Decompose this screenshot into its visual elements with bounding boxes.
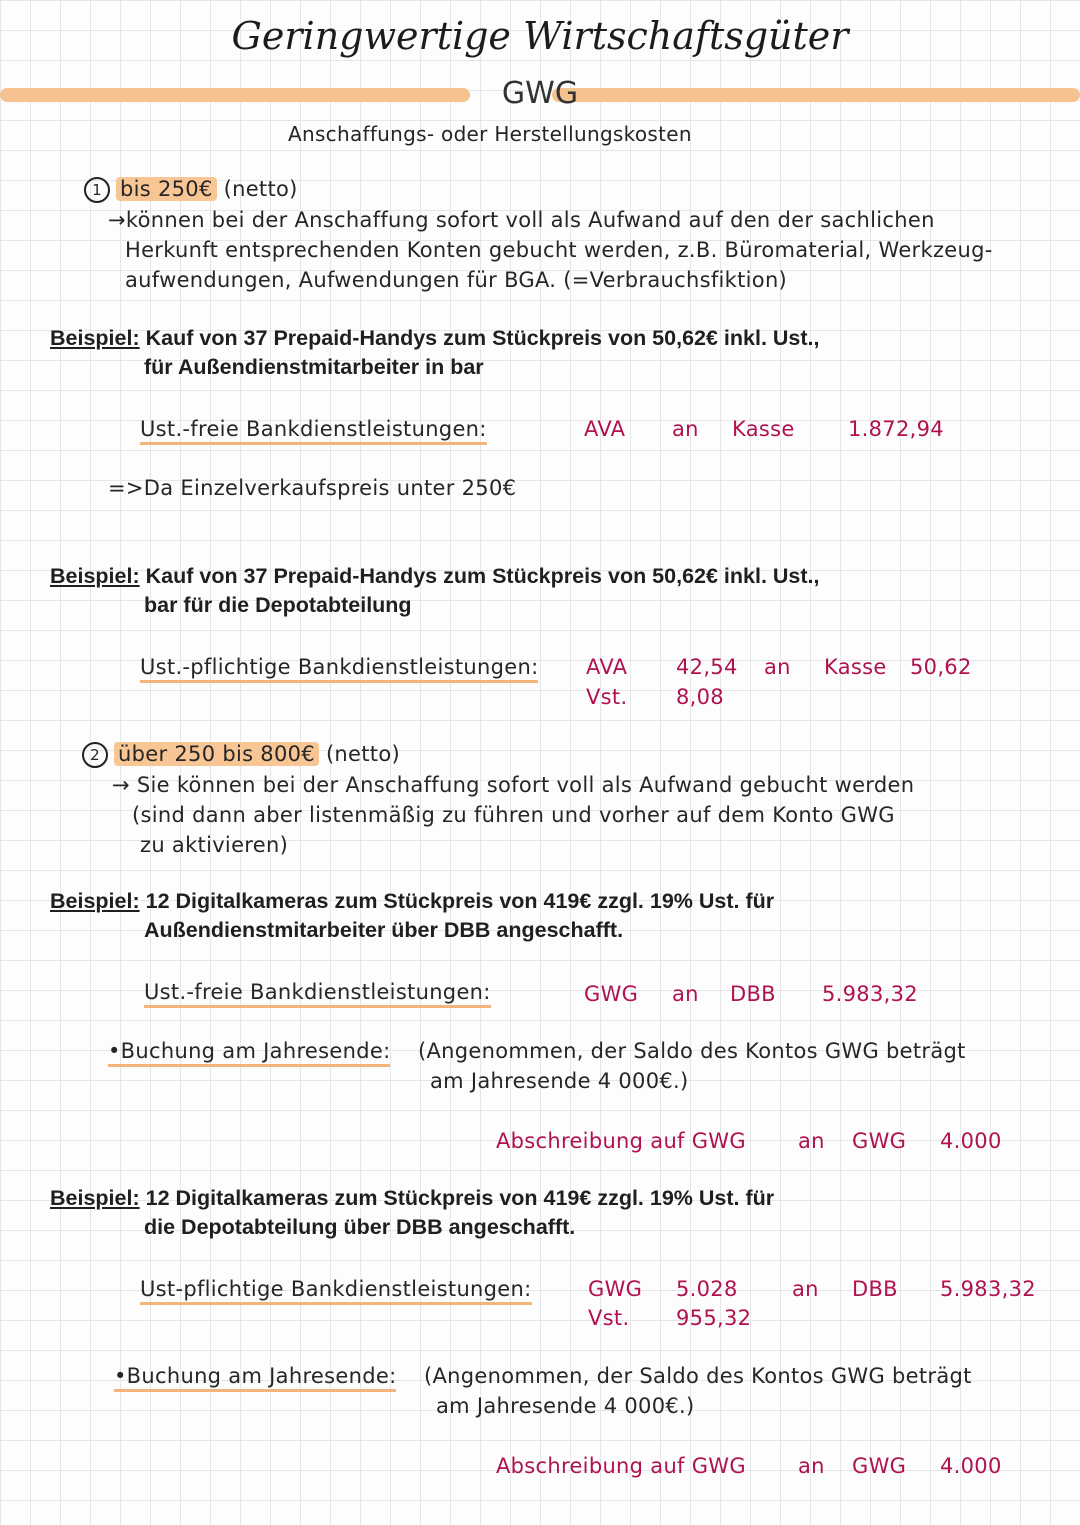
caption: Anschaffungs- oder Herstellungskosten (288, 122, 692, 146)
section2-text-line: (sind dann aber listenmäßig zu führen und vorher auf dem Konto GWG (132, 803, 895, 827)
example3-booking-label: Ust.-freie Bankdienstleistungen: (144, 980, 491, 1004)
example3-debit: GWG (584, 982, 639, 1006)
section1-heading: bis 250€ (116, 177, 217, 201)
example4-year-end-text: am Jahresende 4 000€.) (436, 1394, 695, 1418)
example1-amount: 1.872,94 (848, 417, 944, 441)
example4-year-end-text: (Angenommen, der Saldo des Kontos GWG beträgt (424, 1364, 972, 1388)
example2-credit: Kasse (824, 655, 887, 679)
example4-line2: die Depotabteilung über DBB angeschafft. (144, 1215, 576, 1239)
example1-an: an (672, 417, 699, 441)
example2-debit1-amount: 42,54 (676, 655, 738, 679)
example1-line2: für Außendienstmitarbeiter in bar (144, 355, 484, 379)
example4-line1: Beispiel: 12 Digitalkameras zum Stückpreis von 419€ zzgl. 19% Ust. für (50, 1186, 775, 1210)
example2-debit2: Vst. (586, 685, 628, 709)
example2-an: an (764, 655, 791, 679)
example4-booking-label: Ust-pflichtige Bankdienstleistungen: (140, 1277, 532, 1301)
section1-heading-row (84, 177, 298, 203)
example2-line1: Beispiel: Kauf von 37 Prepaid-Handys zum Stückpreis von 50,62€ inkl. Ust., (50, 564, 820, 588)
example-label: Beispiel: (50, 1186, 140, 1210)
example1-credit: Kasse (732, 417, 795, 441)
example4-debit1-amount: 5.028 (676, 1277, 738, 1301)
example1-line1: Beispiel: Kauf von 37 Prepaid-Handys zum Stückpreis von 50,62€ inkl. Ust., (50, 326, 820, 350)
page-title: Geringwertige Wirtschaftsgüter (231, 14, 849, 58)
example3-line2: Außendienstmitarbeiter über DBB angeschafft. (144, 918, 624, 942)
example3-line1: Beispiel: 12 Digitalkameras zum Stückpreis von 419€ zzgl. 19% Ust. für (50, 889, 775, 913)
example3-ye-amount: 4.000 (940, 1129, 1002, 1153)
example4-ye-an: an (798, 1454, 825, 1478)
section2-text-line: zu aktivieren) (140, 833, 289, 857)
example2-debit2-amount: 8,08 (676, 685, 724, 709)
example3-an: an (672, 982, 699, 1006)
example1-debit: AVA (584, 417, 626, 441)
section2-text-line: → Sie können bei der Anschaffung sofort voll als Aufwand gebucht werden (112, 773, 915, 797)
section1-heading-note: (netto) (223, 177, 298, 201)
example4-ye-amount: 4.000 (940, 1454, 1002, 1478)
example4-credit: DBB (852, 1277, 898, 1301)
example-label: Beispiel: (50, 326, 140, 350)
example3-amount: 5.983,32 (822, 982, 918, 1006)
example2-credit-amount: 50,62 (910, 655, 972, 679)
example3-credit: DBB (730, 982, 776, 1006)
example2-booking-label: Ust.-pflichtige Bankdienstleistungen: (140, 655, 538, 679)
example2-debit1: AVA (586, 655, 628, 679)
section1-text-line: Herkunft entsprechenden Konten gebucht werden, z.B. Büromaterial, Werkzeug- (125, 238, 993, 262)
example4-debit2-amount: 955,32 (676, 1306, 752, 1330)
page-subtitle: GWG (501, 76, 579, 111)
example4-debit1: GWG (588, 1277, 643, 1301)
example-label: Beispiel: (50, 564, 140, 588)
section2-heading-note: (netto) (325, 742, 400, 766)
example4-year-end-label: •Buchung am Jahresende: (114, 1364, 396, 1388)
section1-text-line: →können bei der Anschaffung sofort voll als Aufwand auf den der sachlichen (108, 208, 935, 232)
example4-ye-credit: GWG (852, 1454, 907, 1478)
example2-line2: bar für die Depotabteilung (144, 593, 412, 617)
section2-heading: über 250 bis 800€ (114, 742, 319, 766)
example3-year-end-text: am Jahresende 4 000€.) (430, 1069, 689, 1093)
example4-credit-amount: 5.983,32 (940, 1277, 1036, 1301)
example-label: Beispiel: (50, 889, 140, 913)
example4-an: an (792, 1277, 819, 1301)
example3-year-end-text: (Angenommen, der Saldo des Kontos GWG beträgt (418, 1039, 966, 1063)
section1-number: 1 (84, 177, 110, 203)
example4-ye-debit: Abschreibung auf GWG (496, 1454, 746, 1478)
example1-note: =>Da Einzelverkaufspreis unter 250€ (108, 476, 517, 500)
example3-ye-an: an (798, 1129, 825, 1153)
section1-text-line: aufwendungen, Aufwendungen für BGA. (=Verbrauchsfiktion) (125, 268, 788, 292)
example1-booking-label: Ust.-freie Bankdienstleistungen: (140, 417, 487, 441)
example3-ye-debit: Abschreibung auf GWG (496, 1129, 746, 1153)
section2-heading-row (82, 742, 400, 768)
example4-debit2: Vst. (588, 1306, 630, 1330)
section2-number: 2 (82, 742, 108, 768)
example3-ye-credit: GWG (852, 1129, 907, 1153)
example3-year-end-label: •Buchung am Jahresende: (108, 1039, 390, 1063)
